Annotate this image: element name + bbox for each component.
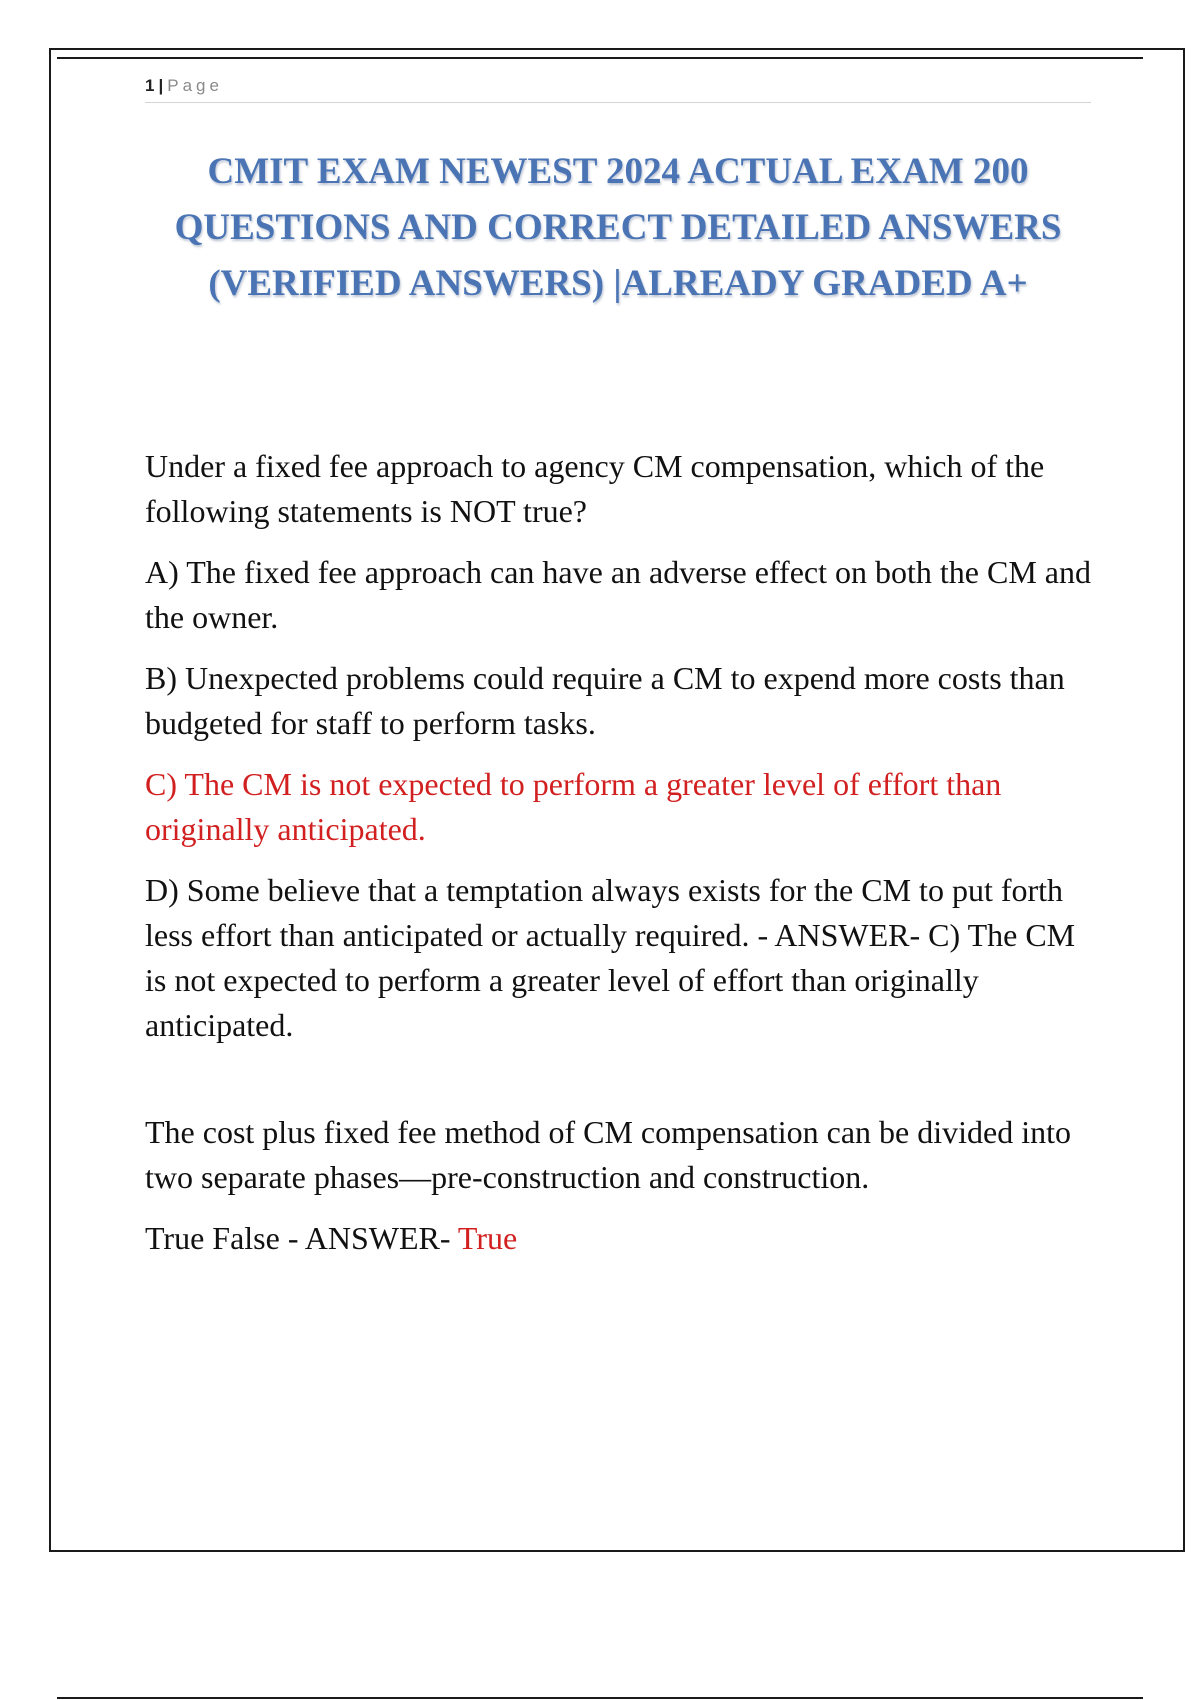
page-header (145, 74, 1091, 103)
page-label: Page (167, 76, 223, 95)
bottom-rule (57, 1697, 1143, 1699)
question-2-answer: True (457, 1220, 518, 1256)
question-1-option-c-correct: C) The CM is not expected to perform a greater level of effort than originally anticipated. (145, 766, 1002, 847)
question-1-option-a: A) The fixed fee approach can have an adverse effect on both the CM and the owner. (145, 554, 1091, 635)
question-1-prompt: Under a fixed fee approach to agency CM compensation, which of the following statements is NOT true? (145, 448, 1045, 529)
question-2-prompt: The cost plus fixed fee method of CM compensation can be divided into two separate phases—pre-construction and construction. (145, 1114, 1071, 1195)
page-number: 1 (145, 76, 155, 95)
document-body (145, 444, 1091, 1277)
document-title: CMIT EXAM NEWEST 2024 ACTUAL EXAM 200 QUESTIONS AND CORRECT DETAILED ANSWERS (VERIFIED ANSWERS) |ALREADY GRADED A+ (174, 151, 1062, 304)
question-2-answer-line (145, 1216, 1091, 1261)
question-1-option-b: B) Unexpected problems could require a CM to expend more costs than budgeted for staff to perform tasks. (145, 660, 1065, 741)
question-spacer (145, 1064, 1091, 1110)
question-1-option-d-with-answer: D) Some believe that a temptation always exists for the CM to put forth less effort than anticipated or actually required. - ANSWER- C) The CM is not expected to perform a greater level of effort than originally anticipated. (145, 872, 1076, 1043)
page-separator: | (158, 76, 164, 95)
question-2-choices: True False - ANSWER- (145, 1220, 451, 1256)
top-rule (57, 57, 1143, 59)
